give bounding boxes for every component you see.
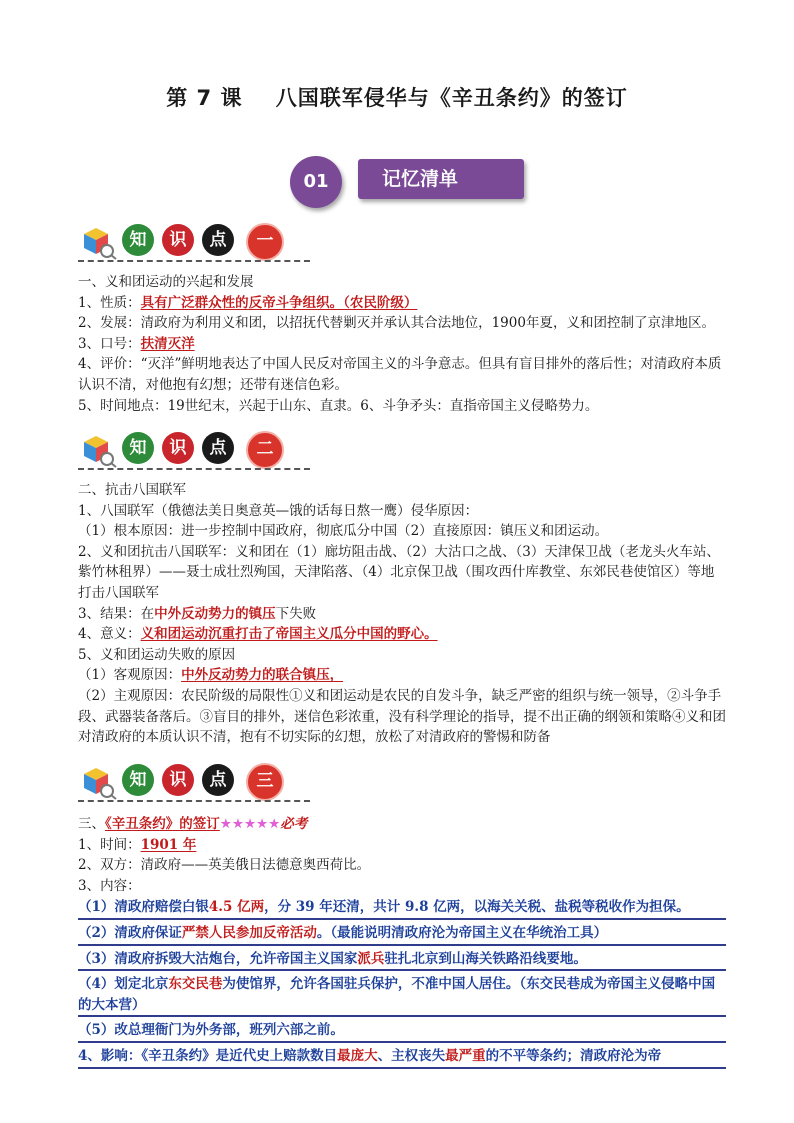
text-line: 2、双方：清政府——英美俄日法德意奥西荷比。 [78,857,371,874]
highlight-text: 1901 年 [140,836,197,853]
highlight-text: 扶清灭洋 [140,335,195,352]
page-title: 第 7 课 八国联军侵华与《辛丑条约》的签订 [166,86,628,110]
section-1 [78,272,726,416]
section-3 [78,814,726,1072]
must-test-tag: 必考 [280,816,308,832]
content-item-4: （4）划定北京东交民巷为使馆界，允许各国驻兵保护，不准中国人居住。（东交民巷成为帝国主义侵略中国的大本营） [78,974,726,1017]
highlight-text: 义和团运动沉重打击了帝国主义瓜分中国的野心。 [140,626,438,643]
text-line: 3、内容： [78,877,141,894]
knowledge-point-header-3 [78,760,310,800]
shi-badge: 识 [162,432,194,464]
text-line: 2、发展：清政府为利用义和团，以招抚代替剿灭并承认其合法地位，1900年夏，义和团控制了京津地区。3、口号：扶清灭洋 [78,315,715,352]
dian-badge: 点 [202,432,234,464]
text-line: 4、评价：“灭洋”鲜明地表达了中国人民反对帝国主义的斗争意志。但具有盲目排外的落后性；对清政府本质认识不清，对他抱有幻想；还带有迷信色彩。 [78,356,722,393]
number-badge: 三 [246,763,284,801]
zhi-badge: 知 [122,432,154,464]
cube-icon [78,224,118,260]
content-item-2: （2）清政府保证严禁人民参加反帝活动。（最能说明清政府沦为帝国主义在华统治工具） [78,923,726,946]
section-2 [78,480,726,748]
text-line: 5、时间地点：19世纪末，兴起于山东、直隶。6、斗争矛头：直指帝国主义侵略势力。 [78,397,599,414]
knowledge-point-header-1 [78,220,310,260]
highlight-text: 具有广泛群众性的反帝斗争组织。（农民阶级） [140,294,418,311]
knowledge-point-header-2 [78,428,310,468]
dian-badge: 点 [202,764,234,796]
banner-number: 01 [290,156,342,208]
text-line: 1、性质：具有广泛群众性的反帝斗争组织。（农民阶级） [78,294,418,311]
text-line: 2、义和团抗击八国联军：义和团在（1）廊坊阻击战、（2）大沽口之战、（3）天津保卫战（老龙头火车站、紫竹林租界）——聂士成壮烈殉国，天津陷落、（4）北京保卫战（围攻西什库教堂、东郊民巷使馆区）等地打击八国联军 [78,543,720,601]
text-line: （2）主观原因：农民阶级的局限性①义和团运动是农民的自发斗争，缺乏严密的组织与统一领导，②斗争手段、武器装备落后。③盲目的排外，迷信色彩浓重，没有科学理论的指导，提不出正确的纲领和策略④义和团对清政府的本质认识不清，抱有不切实际的幻想，放松了对清政府的警惕和防备 [78,687,726,746]
section-heading: 三、《辛丑条约》的签订★★★★★必考 [78,816,308,832]
header-divider [78,468,310,470]
section-heading: 二、抗击八国联军 [78,482,186,498]
header-divider [78,800,310,802]
banner-label: 记忆清单 [358,159,524,199]
memory-list-banner [290,156,540,208]
section-heading: 一、义和团运动的兴起和发展 [78,274,254,290]
impact-line: 4、影响：《辛丑条约》是近代史上赔款数目最庞大、主权丧失最严重的不平等条约；清政府沦为帝 [78,1046,726,1069]
text-line: （1）客观原因：中外反动势力的联合镇压， [78,667,344,684]
zhi-badge: 知 [122,224,154,256]
shi-badge: 识 [162,224,194,256]
text-line: 1、八国联军（俄德法美日奥意英—饿的话每日熬一鹰）侵华原因： [78,502,479,519]
star-rating: ★★★★★ [219,816,281,832]
content-item-1: （1）清政府赔偿白银4.5 亿两，分 39 年还清，共计 9.8 亿两，以海关关税、盐税等税收作为担保。 [78,897,726,920]
text-line: 3、结果：在中外反动势力的镇压下失败 [78,605,317,622]
text-line: 1、时间：1901 年 [78,836,197,853]
header-divider [78,260,310,262]
cube-icon [78,764,118,800]
number-badge: 一 [246,223,284,261]
dian-badge: 点 [202,224,234,256]
number-badge: 二 [246,431,284,469]
text-line: （1）根本原因：进一步控制中国政府，彻底瓜分中国（2）直接原因：镇压义和团运动。 [78,523,609,540]
text-line: 4、意义：义和团运动沉重打击了帝国主义瓜分中国的野心。 [78,626,438,643]
shi-badge: 识 [162,764,194,796]
highlight-text: 中外反动势力的联合镇压， [181,667,344,684]
highlight-text: 《辛丑条约》的签订 [105,816,220,832]
content-item-5: （5）改总理衙门为外务部，班列六部之前。 [78,1020,726,1043]
zhi-badge: 知 [122,764,154,796]
content-item-3: （3）清政府拆毁大沽炮台，允许帝国主义国家派兵驻扎北京到山海关铁路沿线要地。 [78,949,726,972]
text-line: 5、义和团运动失败的原因 [78,646,236,663]
highlight-text: 中外反动势力的镇压 [154,605,276,622]
cube-icon [78,432,118,468]
